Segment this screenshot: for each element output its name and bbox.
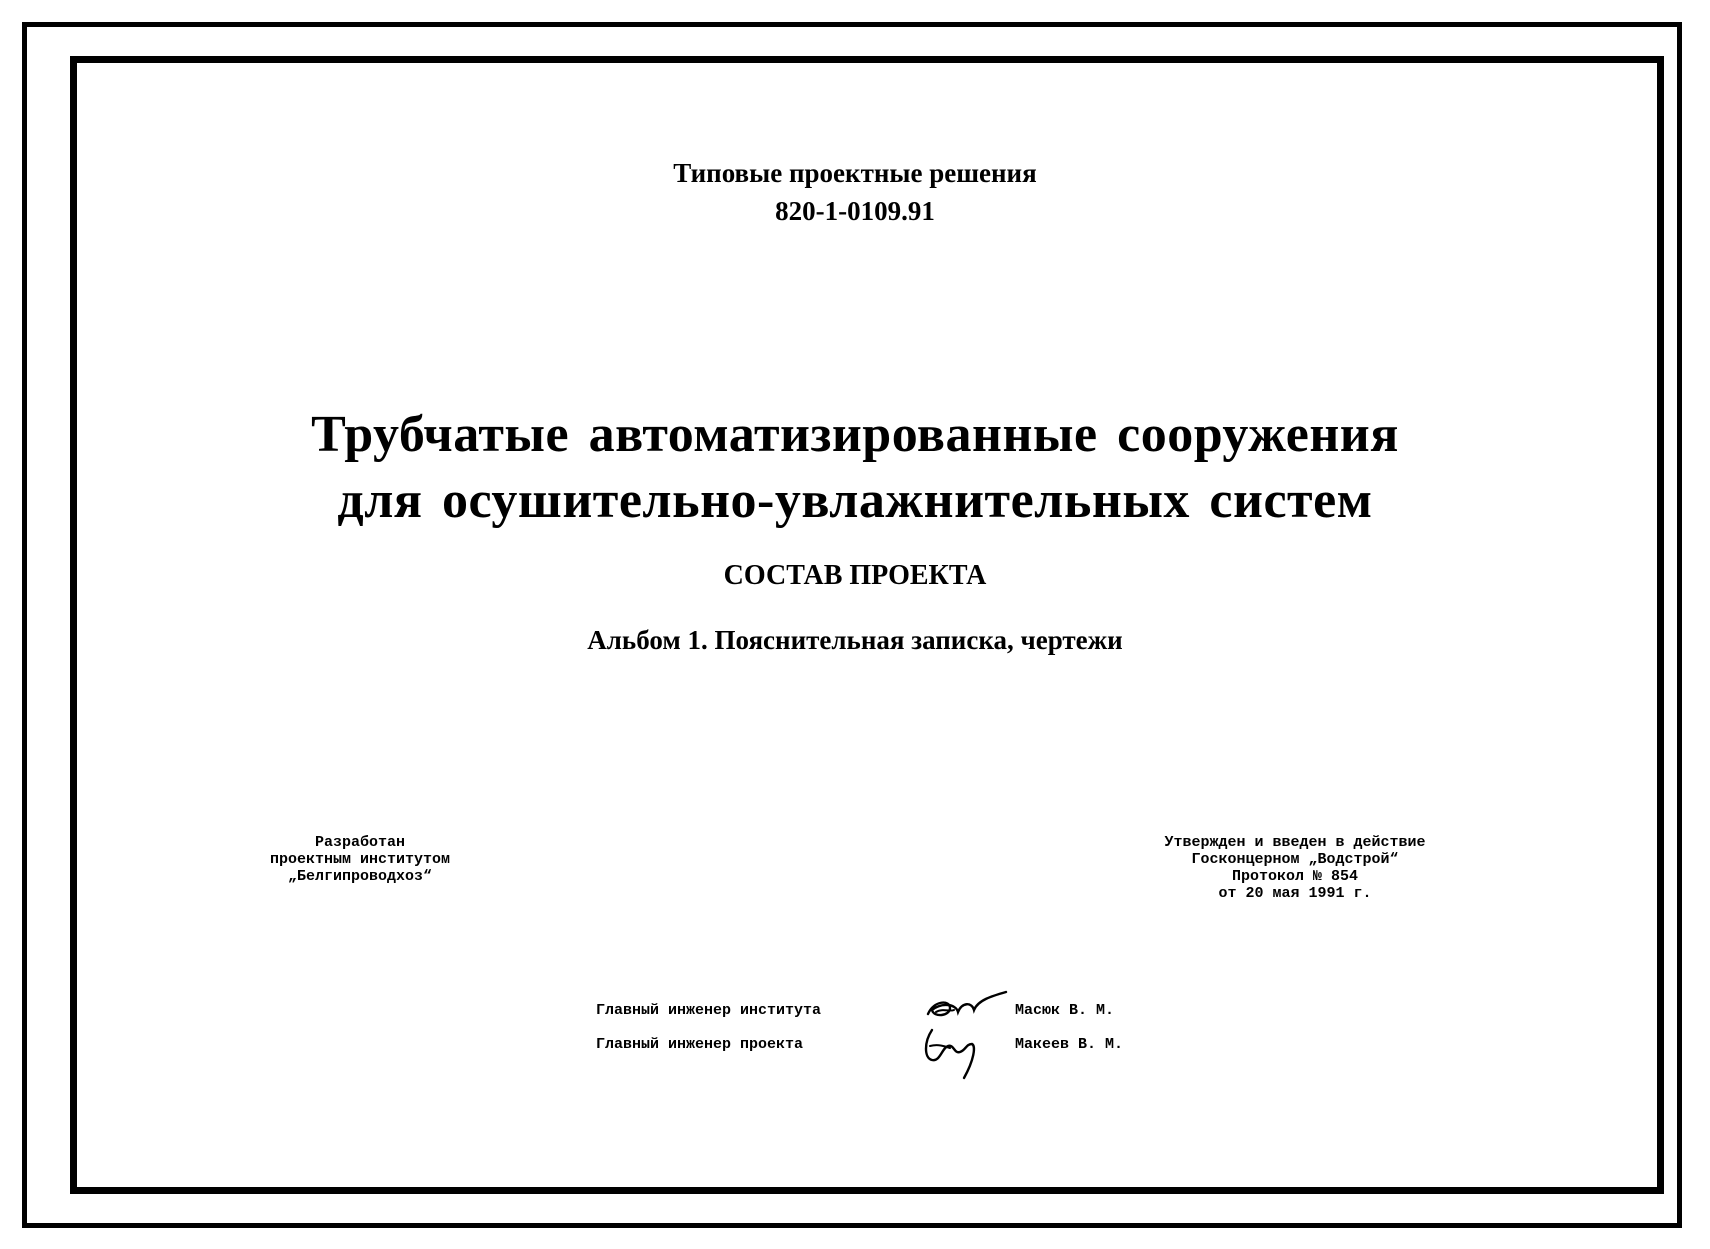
signature-role: Главный инженер проекта [596,1036,804,1053]
document-title-line1: Трубчатые автоматизированные сооружения [311,406,1399,463]
series-title-line1: Типовые проектные решения [673,158,1037,188]
developed-by-block [250,834,470,885]
album-title: Альбом 1. Пояснительная записка, чертежи [587,625,1123,655]
series-title [0,154,1710,230]
series-number: 820-1-0109.91 [775,196,935,226]
approved-by-block [1140,834,1450,902]
approved-by-line4: от 20 мая 1991 г. [1218,885,1372,902]
signature-name: Макеев В. М. [1015,1036,1124,1053]
developed-by-line2: проектным институтом [269,851,451,868]
developed-by-line1: Разработан [314,834,405,851]
document-title-line2: для осушительно-увлажнительных систем [337,472,1373,529]
composition-heading: СОСТАВ ПРОЕКТА [723,560,987,591]
document-title [0,402,1710,534]
approved-by-line3: Протокол № 854 [1231,868,1359,885]
developed-by-line3: „Белгипроводхоз“ [287,868,433,885]
approved-by-line2: Госконцерном „Водстрой“ [1191,851,1399,868]
signature-name: Масюк В. М. [1015,1002,1115,1019]
handwritten-signature-icon [920,1024,990,1080]
signature-row-project [0,1024,1710,1064]
approved-by-line1: Утвержден и введен в действие [1164,834,1426,851]
signature-role: Главный инженер института [596,1002,822,1019]
